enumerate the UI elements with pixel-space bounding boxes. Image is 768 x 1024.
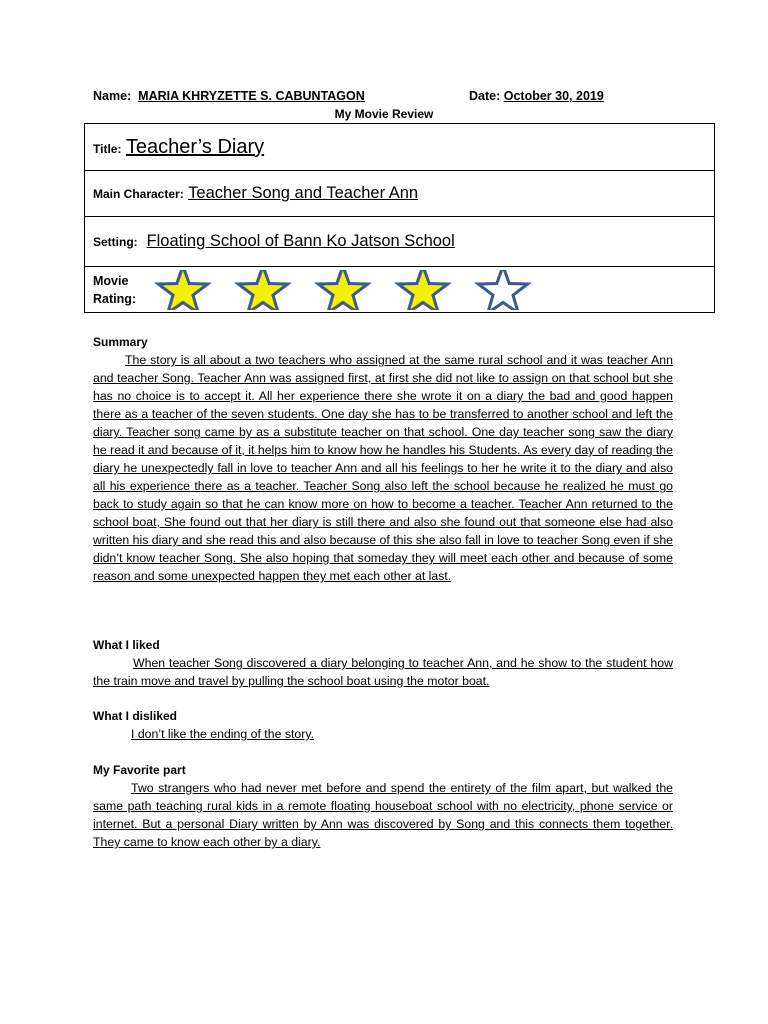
star-empty-icon [467, 270, 539, 310]
main-character-label: Main Character: [93, 187, 184, 201]
disliked-section [93, 707, 673, 743]
liked-heading: What I liked [93, 638, 160, 652]
summary-heading: Summary [93, 335, 148, 349]
setting-row [85, 217, 715, 267]
setting-label: Setting: [93, 235, 138, 249]
title-row [85, 124, 715, 171]
star-filled-icon [227, 270, 299, 310]
name-label: Name: [93, 89, 132, 103]
name-line [93, 89, 365, 103]
main-character-row [85, 171, 715, 217]
summary-section [93, 333, 673, 585]
name-value: MARIA KHRYZETTE S. CABUNTAGON [138, 89, 365, 103]
rating-row [85, 267, 715, 313]
star-filled-icon [307, 270, 379, 310]
disliked-heading: What I disliked [93, 709, 178, 723]
setting-value: Floating School of Bann Ko Jatson School [146, 232, 455, 250]
date-label: Date: [469, 89, 501, 103]
favorite-body: Two strangers who had never met before and spend the entirety of the film apart, but walked the same path teaching rural kids in a remote floating houseboat school with no electricity, phone service or internet. But a personal Diary written by Ann was discovered by Song and this connects them together. They came to know each other by a diary. [93, 781, 673, 849]
date-line [469, 89, 604, 103]
disliked-body: I don’t like the ending of the story. [131, 727, 314, 741]
main-character-value: Teacher Song and Teacher Ann [188, 184, 419, 202]
rating-label-line1: Movie [93, 273, 129, 288]
star-filled-icon [147, 270, 219, 310]
rating-label-line2: Rating: [93, 291, 137, 306]
title-value: Teacher’s Diary [125, 135, 265, 158]
document-title: My Movie Review [334, 107, 434, 121]
title-label: Title: [93, 141, 122, 156]
favorite-section [93, 761, 673, 851]
star-rating [147, 270, 547, 310]
liked-body: When teacher Song discovered a diary belonging to teacher Ann, and he show to the student how the train move and travel by pulling the school boat using the motor boat. [93, 656, 673, 688]
star-filled-icon [387, 270, 459, 310]
rating-label [93, 272, 147, 308]
favorite-heading: My Favorite part [93, 763, 186, 777]
date-value: October 30, 2019 [503, 89, 604, 103]
summary-body: The story is all about a two teachers who assigned at the same rural school and it was teacher Ann and teacher Song. Teacher Ann was assigned first, at first she did not like to assign on that school but she has no choice is to accept it. All her experience there she wrote it on a diary the bad and good happen there as a teacher of the seven students. One day she has to be transferred to another school and left the diary. Teacher song came by as a substitute teacher on that school. One day teacher song saw the diary he read it and because of it, it helps him to know how he handles his Students. As every day of reading the diary he unexpectedly fall in love to teacher Ann and all his feelings to her he write it to the diary and also all his experience there as a teacher. Teacher Song also left the school because he realized he must go back to study again so that he can know more on how to become a teacher. Teacher Ann returned to the school boat, She found out that her diary is still there and also she found out that someone else had also written his diary and she read this and also because of this she also fall in love to teacher Song even if she didn’t know teacher Song. She also hoping that someday they will meet each other and because of some reason and some unexpected happen they met each other at last. [93, 353, 673, 583]
liked-section [93, 636, 673, 690]
review-form-table [84, 123, 715, 313]
